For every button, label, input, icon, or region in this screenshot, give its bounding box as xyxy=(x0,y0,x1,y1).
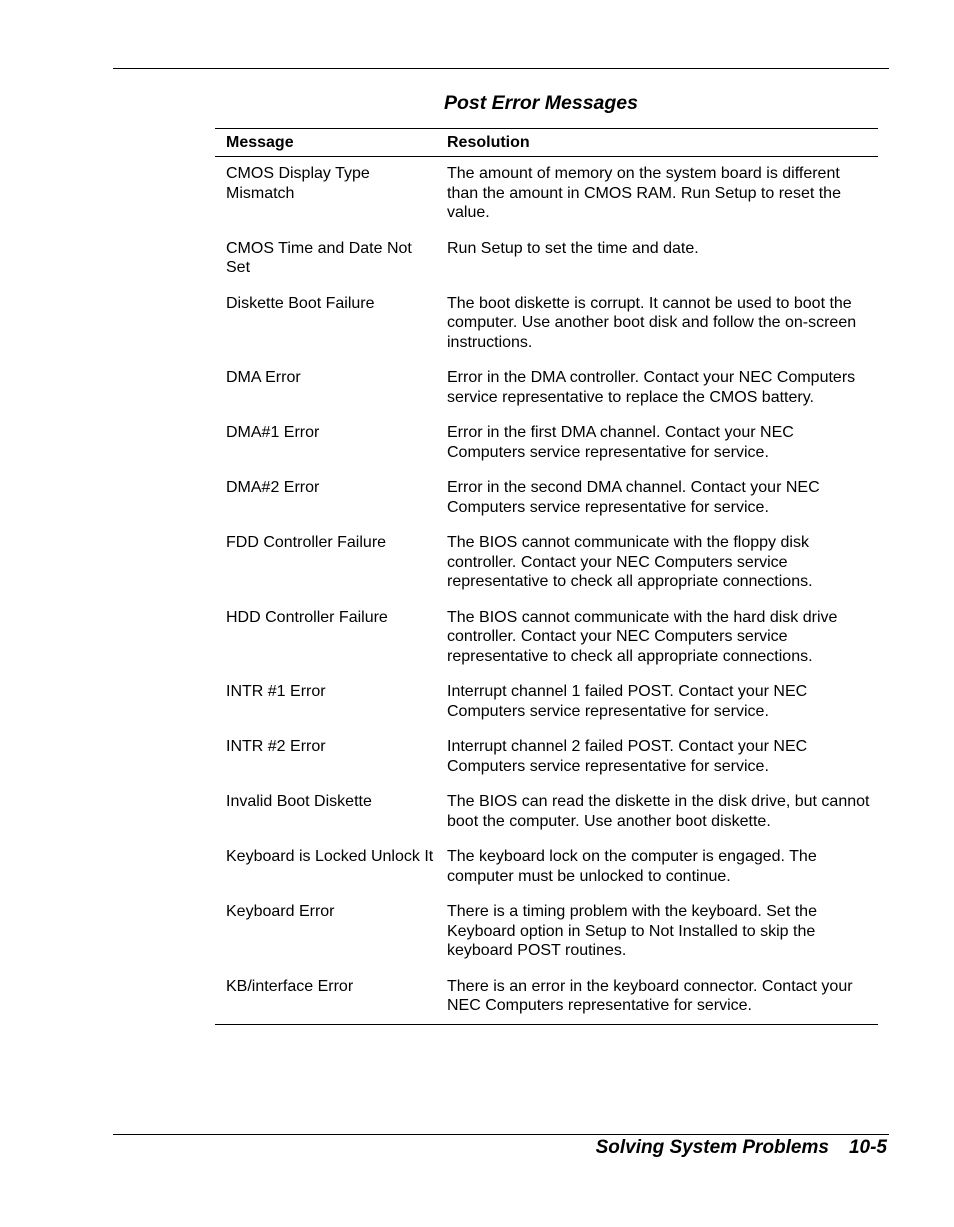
resolution-cell: The BIOS cannot communicate with the floppy disk controller. Contact your NEC Computers service representative to check all appropriate connections. xyxy=(447,534,813,590)
table-row xyxy=(215,682,878,721)
message-cell: DMA#2 Error xyxy=(226,479,320,496)
resolution-cell: The BIOS cannot communicate with the hard disk drive controller. Contact your NEC Computers service representative to check all appropriate connections. xyxy=(447,608,838,665)
table-header-row xyxy=(215,129,878,157)
table-row xyxy=(215,294,878,353)
message-cell: DMA#1 Error xyxy=(226,424,320,441)
table-row xyxy=(215,533,878,592)
message-cell: INTR #1 Error xyxy=(226,683,326,700)
resolution-cell: The BIOS can read the diskette in the disk drive, but cannot boot the computer. Use another boot diskette. xyxy=(447,793,870,830)
message-cell: Diskette Boot Failure xyxy=(226,294,375,312)
page-number: 10-5 xyxy=(848,1137,887,1158)
table-row xyxy=(215,164,878,223)
message-cell: CMOS Display Type Mismatch xyxy=(226,165,370,202)
post-error-table xyxy=(215,128,878,1025)
table-row xyxy=(215,478,878,517)
footer-rule xyxy=(113,1134,889,1135)
header-rule xyxy=(113,68,889,69)
footer-section-title: Solving System Problems xyxy=(595,1137,829,1158)
table-row xyxy=(215,423,878,462)
resolution-cell: Interrupt channel 1 failed POST. Contact your NEC Computers service representative for service. xyxy=(447,683,808,720)
resolution-cell: There is a timing problem with the keyboard. Set the Keyboard option in Setup to Not Installed to skip the keyboard POST routines. xyxy=(447,903,817,959)
table-row xyxy=(215,792,878,831)
table-row xyxy=(215,239,878,278)
resolution-cell: The keyboard lock on the computer is engaged. The computer must be unlocked to continue. xyxy=(447,848,817,885)
resolution-cell: Run Setup to set the time and date. xyxy=(447,239,699,257)
resolution-cell: The boot diskette is corrupt. It cannot be used to boot the computer. Use another boot disk and follow the on-screen instructions. xyxy=(447,294,857,351)
message-cell: FDD Controller Failure xyxy=(226,534,387,551)
message-cell: Keyboard is Locked Unlock It xyxy=(226,848,434,865)
message-cell: Keyboard Error xyxy=(226,903,335,920)
resolution-cell: There is an error in the keyboard connector. Contact your NEC Computers representative for service. xyxy=(447,977,853,1014)
column-header-resolution: Resolution xyxy=(447,134,530,151)
resolution-cell: Error in the DMA controller. Contact your NEC Computers service representative to replace the CMOS battery. xyxy=(447,369,856,406)
table-row xyxy=(215,737,878,776)
table-row xyxy=(215,608,878,667)
resolution-cell: Error in the first DMA channel. Contact your NEC Computers service representative for service. xyxy=(447,424,794,461)
resolution-cell: Error in the second DMA channel. Contact your NEC Computers service representative for service. xyxy=(447,479,820,516)
table-row xyxy=(215,847,878,886)
table-body xyxy=(215,157,878,1024)
table-row xyxy=(215,368,878,407)
message-cell: DMA Error xyxy=(226,369,301,386)
table-title: Post Error Messages xyxy=(444,92,639,114)
message-cell: CMOS Time and Date Not Set xyxy=(226,239,412,276)
table-row xyxy=(215,902,878,961)
message-cell: Invalid Boot Diskette xyxy=(226,793,372,810)
table-row xyxy=(215,977,878,1016)
resolution-cell: Interrupt channel 2 failed POST. Contact your NEC Computers service representative for service. xyxy=(447,738,808,775)
resolution-cell: The amount of memory on the system board is different than the amount in CMOS RAM. Run Setup to reset the value. xyxy=(447,165,841,221)
page-footer xyxy=(596,1137,887,1159)
message-cell: HDD Controller Failure xyxy=(226,608,388,626)
message-cell: INTR #2 Error xyxy=(226,738,326,755)
message-cell: KB/interface Error xyxy=(226,977,354,995)
column-header-message: Message xyxy=(226,134,294,151)
